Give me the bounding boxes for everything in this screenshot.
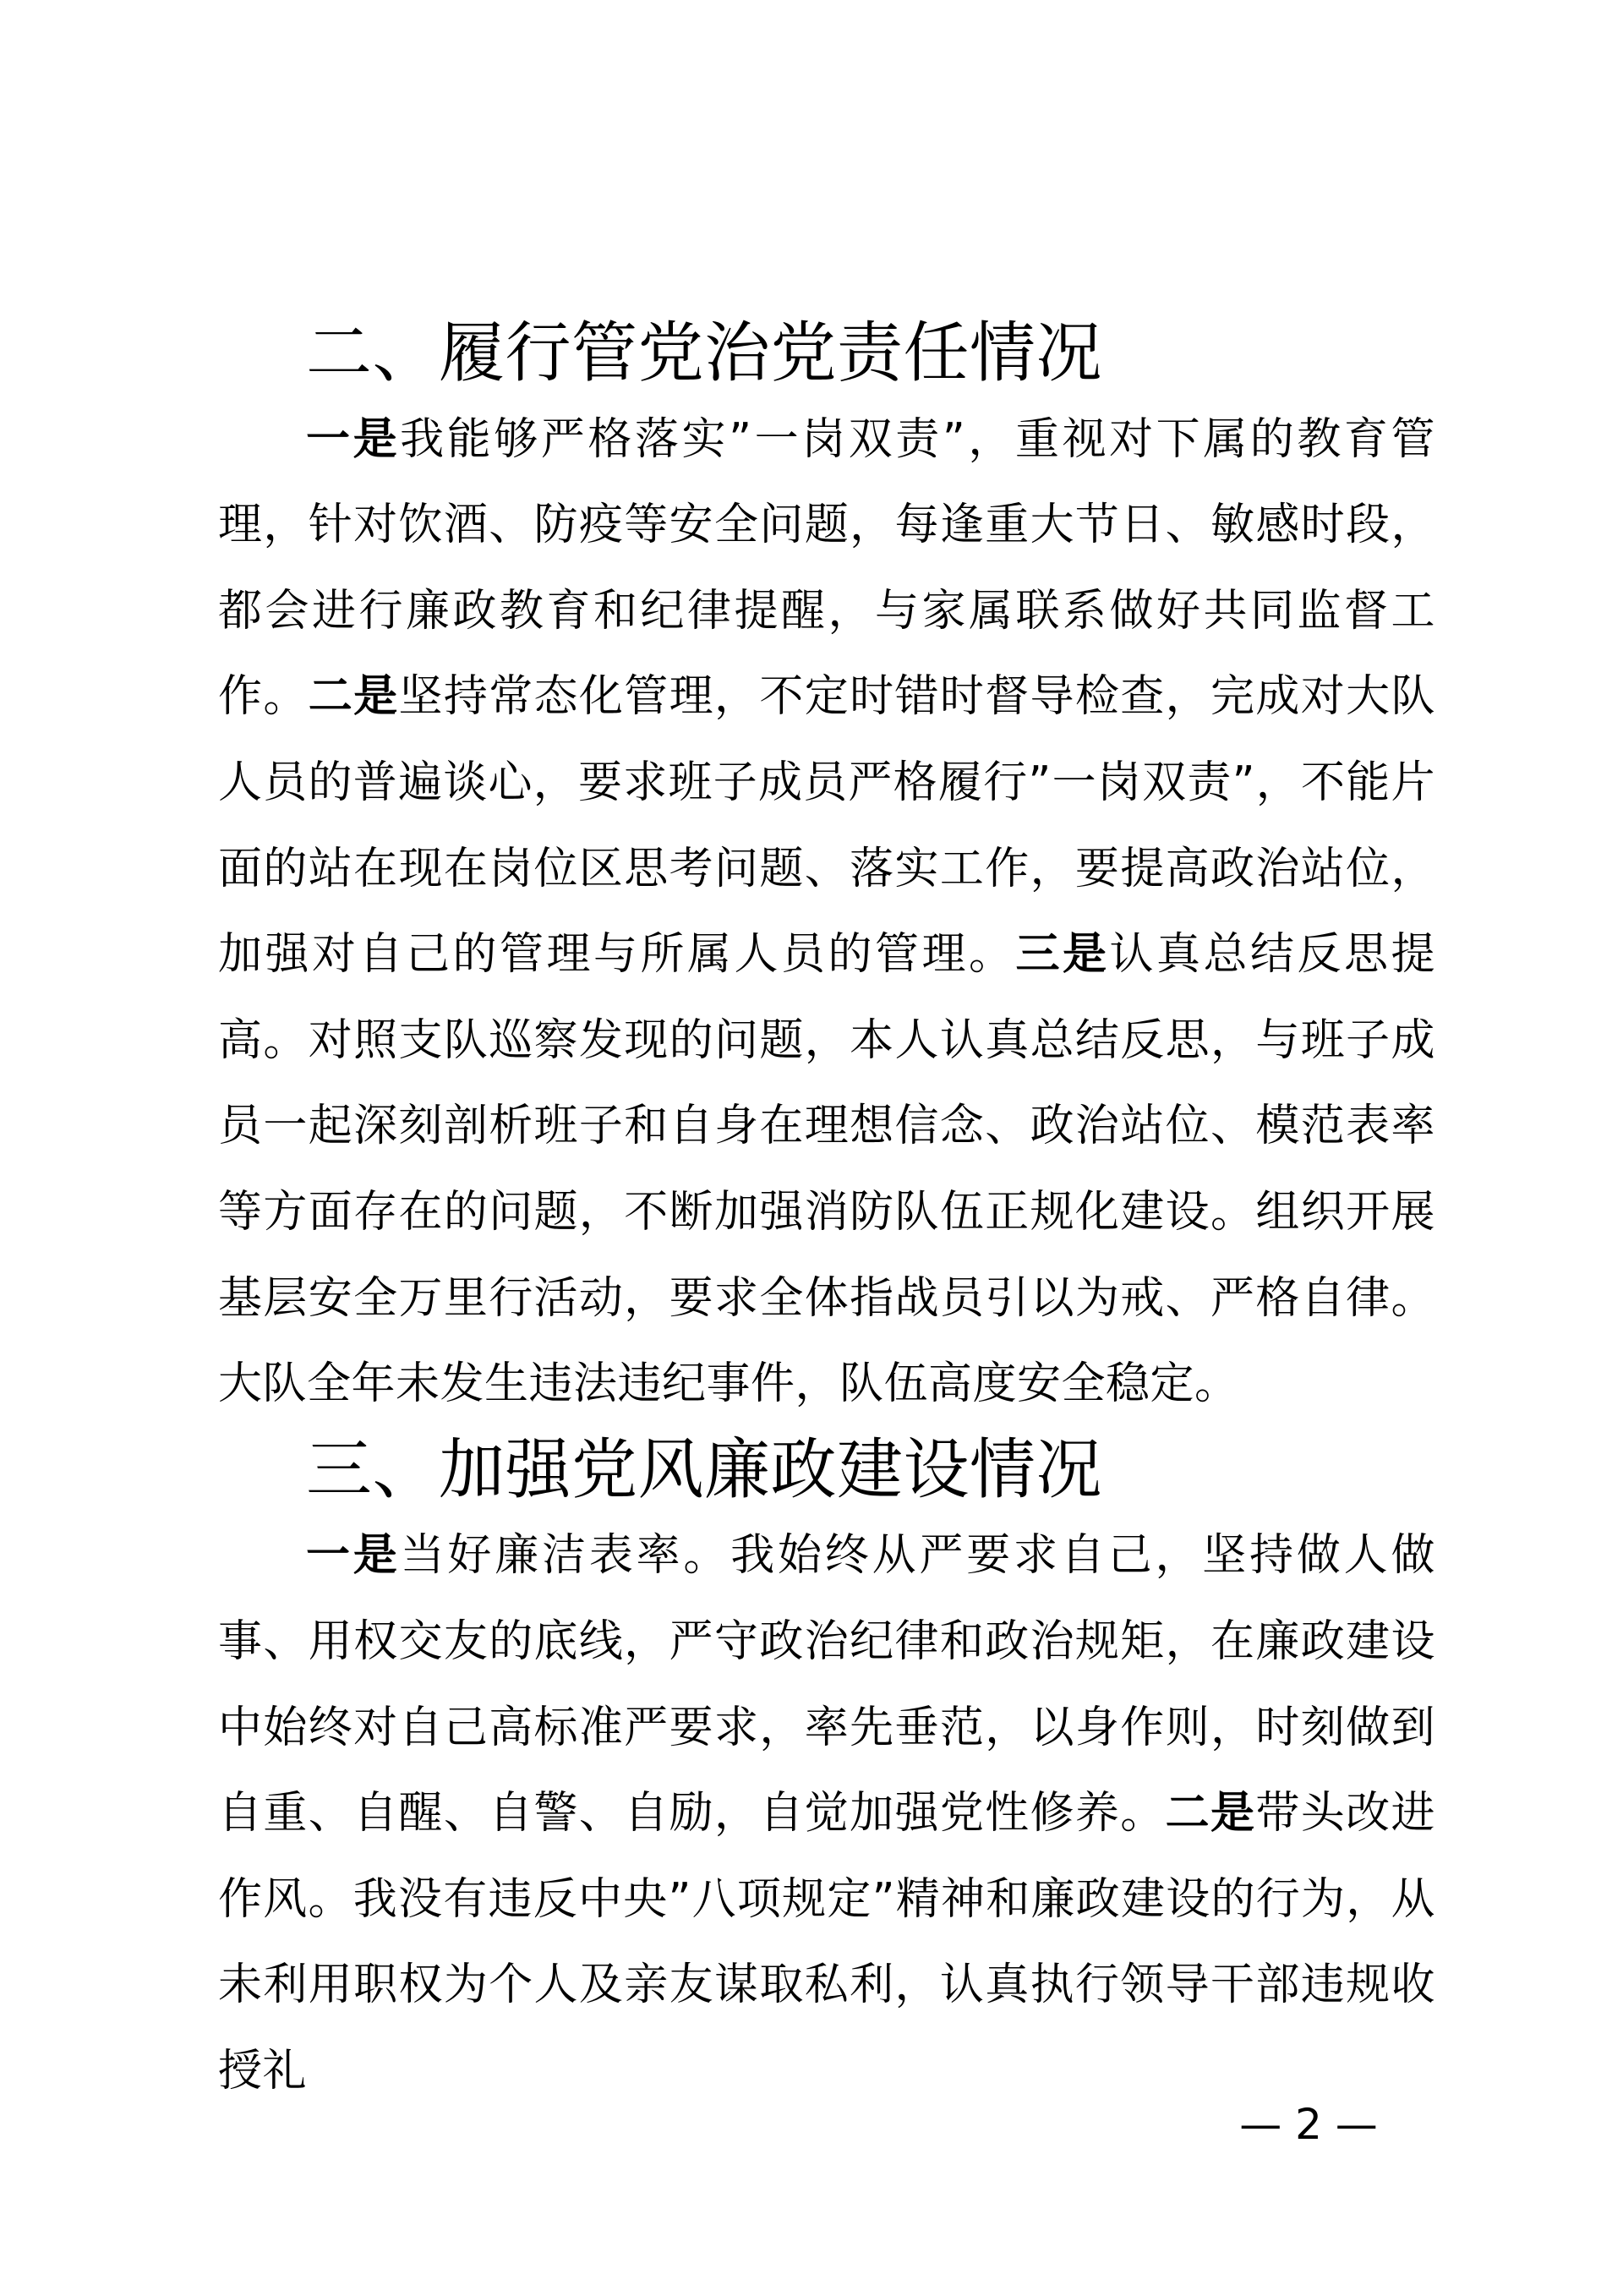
point-marker-1: 一是: [306, 413, 401, 465]
paragraph-responsibility: [218, 397, 1435, 1428]
paragraph-integrity: [218, 1513, 1435, 2114]
point-marker-1: 一是: [306, 1530, 401, 1582]
point-text-1: 当好廉洁表率。我始终从严要求自己，坚持做人做事、用权交友的底线，严守政治纪律和政治规矩，在廉政建设中始终对自己高标准严要求，率先垂范，以身作则，时刻做到自重、自醒、自警、自励，自觉加强党性修养。: [218, 1530, 1435, 1840]
point-text-2: 坚持常态化管理，不定时错时督导检查，完成对大队人员的普遍谈心，要求班子成员严格履行”一岗双责”，不能片面的站在现在岗位区思考问题、落实工作，要提高政治站位，加强对自己的管理与所属人员的管理。: [218, 671, 1435, 981]
point-text-3: 认真总结反思提高。对照支队巡察发现的问题，本人认真总结反思，与班子成员一起深刻剖析班子和自身在理想信念、政治站位、模范表率等方面存在的问题，不断加强消防队伍正规化建设。组织开展基层安全万里行活动，要求全体指战员引以为戒、严格自律。大队全年未发生违法违纪事件，队伍高度安全稳定。: [218, 929, 1435, 1410]
section-heading-2: 二、履行管党治党责任情况: [306, 315, 1103, 391]
point-marker-2: 二是: [308, 671, 399, 723]
document-body: [218, 311, 1435, 2114]
point-text-2: 带头改进作风。我没有违反中央”八项规定”精神和廉政建设的行为，从未利用职权为个人及亲友谋取私利，认真执行领导干部违规收授礼: [218, 1788, 1435, 2096]
point-marker-3: 三是: [1015, 929, 1110, 981]
section-heading-3: 三、加强党风廉政建设情况: [306, 1431, 1103, 1508]
point-text-1: 我能够严格落实”一岗双责”，重视对下属的教育管理，针对饮酒、防疫等安全问题，每逢重大节日、敏感时段，都会进行廉政教育和纪律提醒，与家属联系做好共同监督工作。: [218, 413, 1435, 723]
point-marker-2: 二是: [1165, 1788, 1256, 1840]
page-number: — 2 —: [1239, 2100, 1378, 2149]
